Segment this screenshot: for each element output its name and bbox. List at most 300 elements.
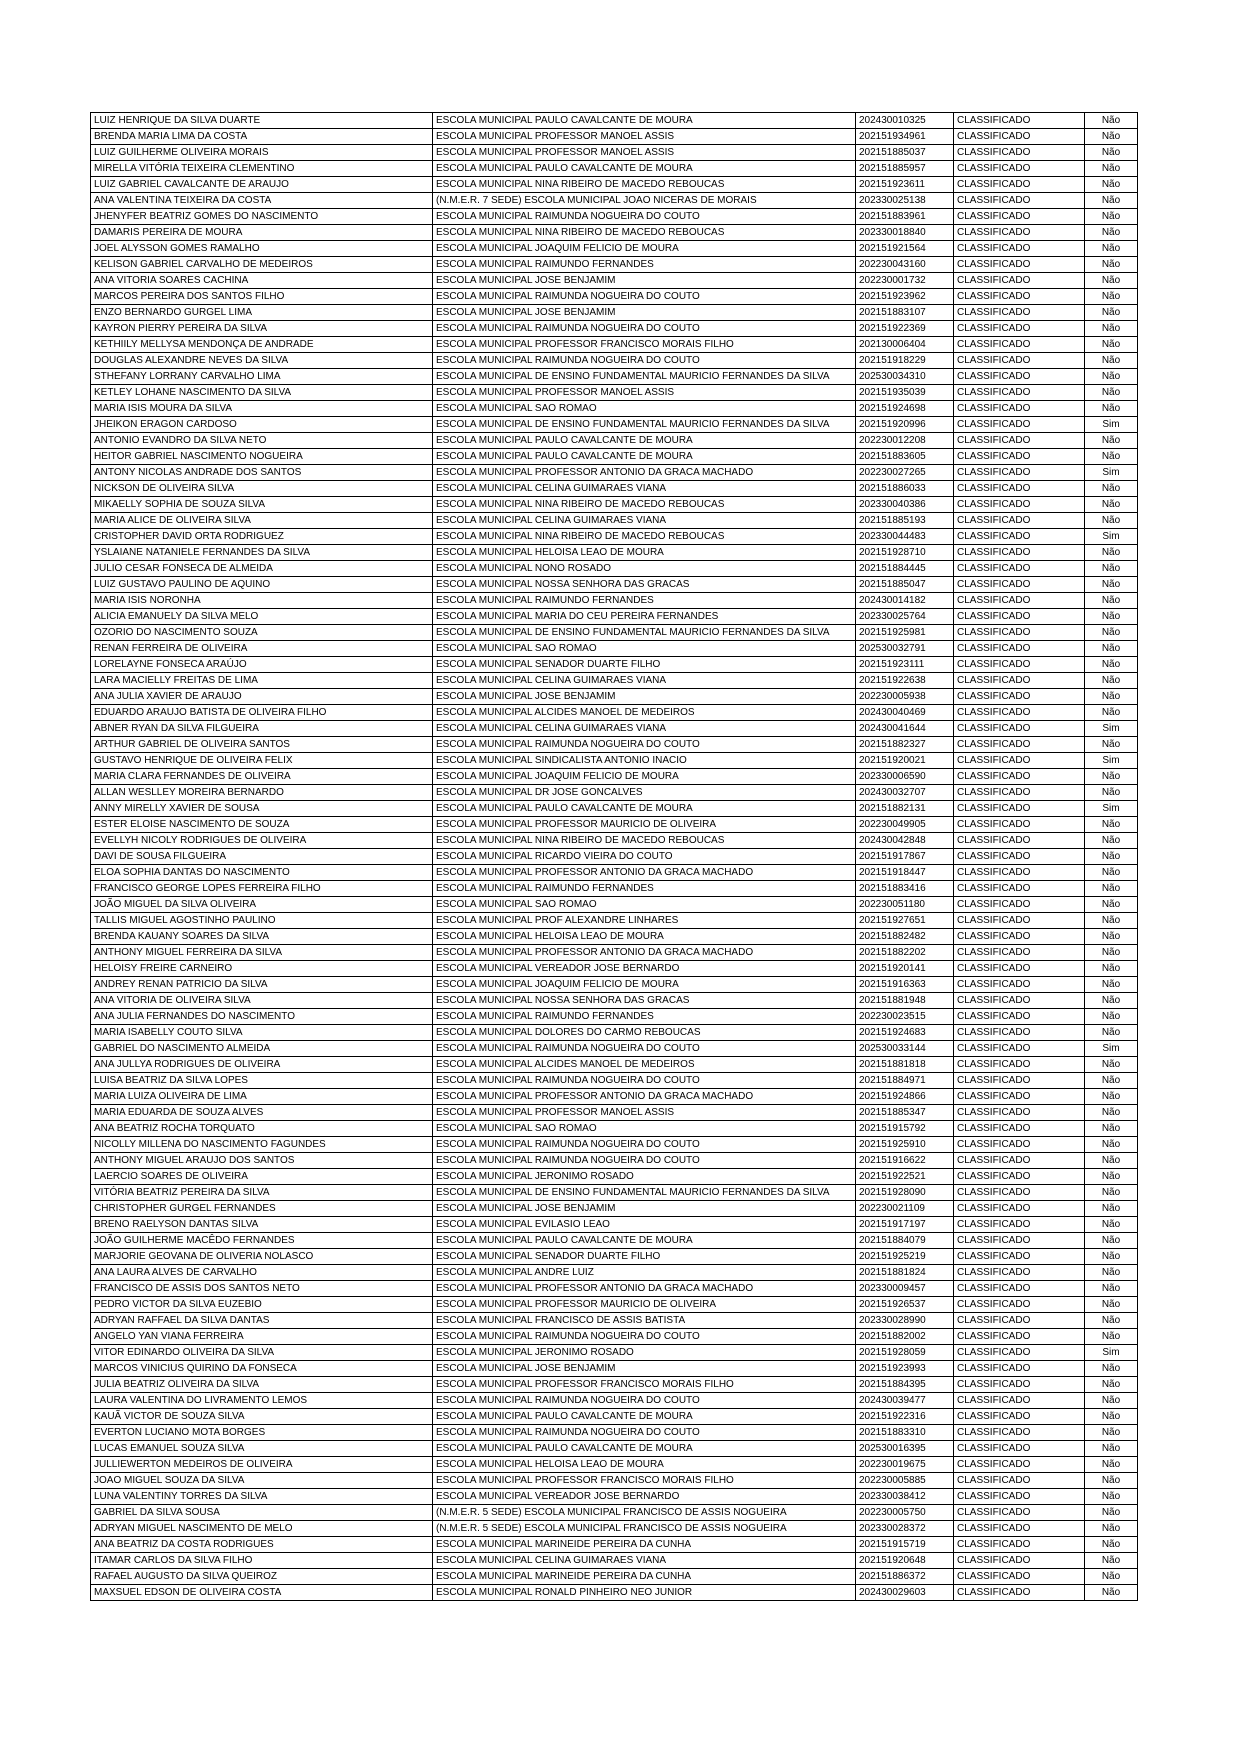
flag-cell: Não [1085,1441,1138,1457]
school-cell: ESCOLA MUNICIPAL PROFESSOR MANOEL ASSIS [433,385,856,401]
table-row [91,289,1138,305]
enrollment-id-cell: 202151924683 [856,1025,954,1041]
status-cell: CLASSIFICADO [954,401,1085,417]
school-cell: ESCOLA MUNICIPAL PROFESSOR ANTONIO DA GRACA MACHADO [433,465,856,481]
status-cell: CLASSIFICADO [954,177,1085,193]
student-name-cell: FRANCISCO DE ASSIS DOS SANTOS NETO [91,1281,433,1297]
flag-cell: Não [1085,881,1138,897]
student-name-cell: ANA BEATRIZ ROCHA TORQUATO [91,1121,433,1137]
school-cell: ESCOLA MUNICIPAL PROFESSOR ANTONIO DA GRACA MACHADO [433,1089,856,1105]
status-cell: CLASSIFICADO [954,1185,1085,1201]
table-row [91,1265,1138,1281]
results-table-body [91,113,1138,1601]
student-name-cell: ANA JULIA FERNANDES DO NASCIMENTO [91,1009,433,1025]
school-cell: ESCOLA MUNICIPAL PROF ALEXANDRE LINHARES [433,913,856,929]
status-cell: CLASSIFICADO [954,913,1085,929]
table-row [91,769,1138,785]
table-row [91,577,1138,593]
table-row [91,1345,1138,1361]
student-name-cell: LAURA VALENTINA DO LIVRAMENTO LEMOS [91,1393,433,1409]
status-cell: CLASSIFICADO [954,929,1085,945]
table-row [91,1105,1138,1121]
enrollment-id-cell: 202151885957 [856,161,954,177]
enrollment-id-cell: 202430032707 [856,785,954,801]
flag-cell: Não [1085,369,1138,385]
enrollment-id-cell: 202430010325 [856,113,954,129]
school-cell: ESCOLA MUNICIPAL CELINA GUIMARAES VIANA [433,1553,856,1569]
flag-cell: Não [1085,113,1138,129]
enrollment-id-cell: 202151925910 [856,1137,954,1153]
table-row [91,401,1138,417]
table-row [91,1457,1138,1473]
flag-cell: Não [1085,1361,1138,1377]
enrollment-id-cell: 202330038412 [856,1489,954,1505]
enrollment-id-cell: 202151935039 [856,385,954,401]
enrollment-id-cell: 202530016395 [856,1441,954,1457]
enrollment-id-cell: 202151886033 [856,481,954,497]
school-cell: ESCOLA MUNICIPAL JOAQUIM FELICIO DE MOURA [433,241,856,257]
student-name-cell: ANTONY NICOLAS ANDRADE DOS SANTOS [91,465,433,481]
student-name-cell: ANA JULIA XAVIER DE ARAUJO [91,689,433,705]
table-row [91,1409,1138,1425]
table-row [91,545,1138,561]
enrollment-id-cell: 202230005885 [856,1473,954,1489]
status-cell: CLASSIFICADO [954,1201,1085,1217]
flag-cell: Não [1085,945,1138,961]
status-cell: CLASSIFICADO [954,1025,1085,1041]
flag-cell: Não [1085,577,1138,593]
student-name-cell: KETLEY LOHANE NASCIMENTO DA SILVA [91,385,433,401]
flag-cell: Não [1085,689,1138,705]
flag-cell: Não [1085,1393,1138,1409]
status-cell: CLASSIFICADO [954,977,1085,993]
table-row [91,609,1138,625]
flag-cell: Não [1085,1521,1138,1537]
table-row [91,1585,1138,1601]
table-row [91,385,1138,401]
student-name-cell: LUIZ GUSTAVO PAULINO DE AQUINO [91,577,433,593]
school-cell: ESCOLA MUNICIPAL SAO ROMAO [433,897,856,913]
enrollment-id-cell: 202330028372 [856,1521,954,1537]
flag-cell: Não [1085,609,1138,625]
enrollment-id-cell: 202151922521 [856,1169,954,1185]
flag-cell: Não [1085,1121,1138,1137]
enrollment-id-cell: 202151920021 [856,753,954,769]
enrollment-id-cell: 202151921564 [856,241,954,257]
flag-cell: Não [1085,1217,1138,1233]
table-row [91,1505,1138,1521]
school-cell: ESCOLA MUNICIPAL JOAQUIM FELICIO DE MOURA [433,977,856,993]
table-row [91,1137,1138,1153]
enrollment-id-cell: 202151922638 [856,673,954,689]
student-name-cell: ANA VITORIA SOARES CACHINA [91,273,433,289]
school-cell: ESCOLA MUNICIPAL RAIMUNDA NOGUEIRA DO COUTO [433,1073,856,1089]
enrollment-id-cell: 202430040469 [856,705,954,721]
school-cell: ESCOLA MUNICIPAL JERONIMO ROSADO [433,1345,856,1361]
student-name-cell: MARJORIE GEOVANA DE OLIVERIA NOLASCO [91,1249,433,1265]
school-cell: ESCOLA MUNICIPAL JOSE BENJAMIM [433,305,856,321]
flag-cell: Não [1085,545,1138,561]
table-row [91,561,1138,577]
flag-cell: Não [1085,913,1138,929]
flag-cell: Não [1085,1153,1138,1169]
flag-cell: Sim [1085,801,1138,817]
flag-cell: Não [1085,1073,1138,1089]
flag-cell: Não [1085,561,1138,577]
enrollment-id-cell: 202151922316 [856,1409,954,1425]
table-row [91,1121,1138,1137]
student-name-cell: VITOR EDINARDO OLIVEIRA DA SILVA [91,1345,433,1361]
flag-cell: Não [1085,769,1138,785]
school-cell: ESCOLA MUNICIPAL RAIMUNDO FERNANDES [433,1009,856,1025]
flag-cell: Não [1085,705,1138,721]
flag-cell: Sim [1085,1041,1138,1057]
enrollment-id-cell: 202330009457 [856,1281,954,1297]
enrollment-id-cell: 202230043160 [856,257,954,273]
student-name-cell: PEDRO VICTOR DA SILVA EUZEBIO [91,1297,433,1313]
status-cell: CLASSIFICADO [954,961,1085,977]
flag-cell: Não [1085,1185,1138,1201]
school-cell: ESCOLA MUNICIPAL RAIMUNDA NOGUEIRA DO COUTO [433,353,856,369]
enrollment-id-cell: 202430042848 [856,833,954,849]
table-row [91,529,1138,545]
school-cell: ESCOLA MUNICIPAL CELINA GUIMARAES VIANA [433,513,856,529]
enrollment-id-cell: 202151883605 [856,449,954,465]
status-cell: CLASSIFICADO [954,1073,1085,1089]
enrollment-id-cell: 202151882202 [856,945,954,961]
table-row [91,1233,1138,1249]
status-cell: CLASSIFICADO [954,1377,1085,1393]
status-cell: CLASSIFICADO [954,257,1085,273]
school-cell: ESCOLA MUNICIPAL SAO ROMAO [433,641,856,657]
enrollment-id-cell: 202151884079 [856,1233,954,1249]
table-row [91,225,1138,241]
flag-cell: Não [1085,1057,1138,1073]
flag-cell: Não [1085,1425,1138,1441]
enrollment-id-cell: 202151916622 [856,1153,954,1169]
status-cell: CLASSIFICADO [954,561,1085,577]
school-cell: (N.M.E.R. 5 SEDE) ESCOLA MUNICIPAL FRANCISCO DE ASSIS NOGUEIRA [433,1521,856,1537]
table-row [91,801,1138,817]
status-cell: CLASSIFICADO [954,353,1085,369]
status-cell: CLASSIFICADO [954,753,1085,769]
school-cell: ESCOLA MUNICIPAL NINA RIBEIRO DE MACEDO REBOUCAS [433,225,856,241]
status-cell: CLASSIFICADO [954,513,1085,529]
school-cell: ESCOLA MUNICIPAL EVILASIO LEAO [433,1217,856,1233]
flag-cell: Não [1085,1585,1138,1601]
student-name-cell: ANA VALENTINA TEIXEIRA DA COSTA [91,193,433,209]
student-name-cell: RENAN FERREIRA DE OLIVEIRA [91,641,433,657]
status-cell: CLASSIFICADO [954,193,1085,209]
enrollment-id-cell: 202151883107 [856,305,954,321]
flag-cell: Não [1085,161,1138,177]
student-name-cell: ANA BEATRIZ DA COSTA RODRIGUES [91,1537,433,1553]
enrollment-id-cell: 202151884971 [856,1073,954,1089]
status-cell: CLASSIFICADO [954,1009,1085,1025]
school-cell: ESCOLA MUNICIPAL RAIMUNDO FERNANDES [433,257,856,273]
status-cell: CLASSIFICADO [954,545,1085,561]
enrollment-id-cell: 202530033144 [856,1041,954,1057]
enrollment-id-cell: 202151917867 [856,849,954,865]
school-cell: ESCOLA MUNICIPAL NONO ROSADO [433,561,856,577]
student-name-cell: FRANCISCO GEORGE LOPES FERREIRA FILHO [91,881,433,897]
flag-cell: Não [1085,1281,1138,1297]
flag-cell: Não [1085,1329,1138,1345]
flag-cell: Não [1085,1201,1138,1217]
student-name-cell: KAYRON PIERRY PEREIRA DA SILVA [91,321,433,337]
enrollment-id-cell: 202151885193 [856,513,954,529]
status-cell: CLASSIFICADO [954,641,1085,657]
enrollment-id-cell: 202230021109 [856,1201,954,1217]
enrollment-id-cell: 202151920996 [856,417,954,433]
flag-cell: Não [1085,929,1138,945]
table-row [91,1441,1138,1457]
school-cell: ESCOLA MUNICIPAL RAIMUNDA NOGUEIRA DO COUTO [433,1329,856,1345]
enrollment-id-cell: 202151927651 [856,913,954,929]
flag-cell: Não [1085,1105,1138,1121]
school-cell: (N.M.E.R. 5 SEDE) ESCOLA MUNICIPAL FRANCISCO DE ASSIS NOGUEIRA [433,1505,856,1521]
flag-cell: Não [1085,257,1138,273]
school-cell: ESCOLA MUNICIPAL DR JOSE GONCALVES [433,785,856,801]
enrollment-id-cell: 202151883961 [856,209,954,225]
flag-cell: Não [1085,1457,1138,1473]
school-cell: ESCOLA MUNICIPAL PAULO CAVALCANTE DE MOURA [433,1441,856,1457]
enrollment-id-cell: 202151923962 [856,289,954,305]
status-cell: CLASSIFICADO [954,785,1085,801]
status-cell: CLASSIFICADO [954,1121,1085,1137]
table-row [91,1553,1138,1569]
table-row [91,177,1138,193]
flag-cell: Não [1085,849,1138,865]
enrollment-id-cell: 202230005938 [856,689,954,705]
flag-cell: Não [1085,289,1138,305]
table-row [91,689,1138,705]
student-name-cell: MIKAELLY SOPHIA DE SOUZA SILVA [91,497,433,513]
status-cell: CLASSIFICADO [954,1281,1085,1297]
table-row [91,1201,1138,1217]
flag-cell: Não [1085,145,1138,161]
school-cell: ESCOLA MUNICIPAL RAIMUNDA NOGUEIRA DO COUTO [433,1393,856,1409]
table-row [91,1009,1138,1025]
enrollment-id-cell: 202330044483 [856,529,954,545]
school-cell: ESCOLA MUNICIPAL FRANCISCO DE ASSIS BATISTA [433,1313,856,1329]
enrollment-id-cell: 202430029603 [856,1585,954,1601]
table-row [91,1297,1138,1313]
school-cell: ESCOLA MUNICIPAL DOLORES DO CARMO REBOUCAS [433,1025,856,1041]
table-row [91,977,1138,993]
student-name-cell: HELOISY FREIRE CARNEIRO [91,961,433,977]
school-cell: ESCOLA MUNICIPAL NINA RIBEIRO DE MACEDO REBOUCAS [433,497,856,513]
status-cell: CLASSIFICADO [954,1489,1085,1505]
status-cell: CLASSIFICADO [954,1569,1085,1585]
student-name-cell: RAFAEL AUGUSTO DA SILVA QUEIROZ [91,1569,433,1585]
enrollment-id-cell: 202230019675 [856,1457,954,1473]
table-row [91,705,1138,721]
table-row [91,321,1138,337]
flag-cell: Não [1085,337,1138,353]
table-row [91,833,1138,849]
status-cell: CLASSIFICADO [954,817,1085,833]
student-name-cell: LUIZ GUILHERME OLIVEIRA MORAIS [91,145,433,161]
enrollment-id-cell: 202330018840 [856,225,954,241]
school-cell: ESCOLA MUNICIPAL MARIA DO CEU PEREIRA FERNANDES [433,609,856,625]
student-name-cell: ALLAN WESLLEY MOREIRA BERNARDO [91,785,433,801]
student-name-cell: MARCOS VINICIUS QUIRINO DA FONSECA [91,1361,433,1377]
enrollment-id-cell: 202330006590 [856,769,954,785]
school-cell: ESCOLA MUNICIPAL PAULO CAVALCANTE DE MOURA [433,1233,856,1249]
student-name-cell: ITAMAR CARLOS DA SILVA FILHO [91,1553,433,1569]
school-cell: ESCOLA MUNICIPAL PAULO CAVALCANTE DE MOURA [433,161,856,177]
school-cell: ESCOLA MUNICIPAL CELINA GUIMARAES VIANA [433,673,856,689]
school-cell: ESCOLA MUNICIPAL PROFESSOR MANOEL ASSIS [433,129,856,145]
enrollment-id-cell: 202151920141 [856,961,954,977]
flag-cell: Não [1085,1537,1138,1553]
enrollment-id-cell: 202151925219 [856,1249,954,1265]
school-cell: ESCOLA MUNICIPAL JOSE BENJAMIM [433,1201,856,1217]
status-cell: CLASSIFICADO [954,145,1085,161]
student-name-cell: CHRISTOPHER GURGEL FERNANDES [91,1201,433,1217]
flag-cell: Não [1085,497,1138,513]
school-cell: ESCOLA MUNICIPAL JOAQUIM FELICIO DE MOURA [433,769,856,785]
flag-cell: Não [1085,1249,1138,1265]
school-cell: ESCOLA MUNICIPAL PROFESSOR FRANCISCO MORAIS FILHO [433,337,856,353]
status-cell: CLASSIFICADO [954,129,1085,145]
status-cell: CLASSIFICADO [954,673,1085,689]
student-name-cell: MARIA EDUARDA DE SOUZA ALVES [91,1105,433,1121]
school-cell: ESCOLA MUNICIPAL RAIMUNDA NOGUEIRA DO COUTO [433,321,856,337]
school-cell: ESCOLA MUNICIPAL PROFESSOR MAURICIO DE OLIVEIRA [433,817,856,833]
flag-cell: Não [1085,977,1138,993]
table-row [91,1073,1138,1089]
flag-cell: Não [1085,833,1138,849]
table-row [91,1217,1138,1233]
enrollment-id-cell: 202151928090 [856,1185,954,1201]
status-cell: CLASSIFICADO [954,657,1085,673]
student-name-cell: MARIA CLARA FERNANDES DE OLIVEIRA [91,769,433,785]
student-name-cell: BRENO RAELYSON DANTAS SILVA [91,1217,433,1233]
table-row [91,593,1138,609]
enrollment-id-cell: 202151884395 [856,1377,954,1393]
school-cell: ESCOLA MUNICIPAL RAIMUNDA NOGUEIRA DO COUTO [433,1153,856,1169]
table-row [91,1377,1138,1393]
school-cell: (N.M.E.R. 7 SEDE) ESCOLA MUNICIPAL JOAO NICERAS DE MORAIS [433,193,856,209]
student-name-cell: ENZO BERNARDO GURGEL LIMA [91,305,433,321]
school-cell: ESCOLA MUNICIPAL NOSSA SENHORA DAS GRACAS [433,993,856,1009]
school-cell: ESCOLA MUNICIPAL SAO ROMAO [433,1121,856,1137]
status-cell: CLASSIFICADO [954,241,1085,257]
table-row [91,673,1138,689]
student-name-cell: NICKSON DE OLIVEIRA SILVA [91,481,433,497]
table-row [91,945,1138,961]
enrollment-id-cell: 202151918229 [856,353,954,369]
table-row [91,257,1138,273]
school-cell: ESCOLA MUNICIPAL JOSE BENJAMIM [433,1361,856,1377]
status-cell: CLASSIFICADO [954,289,1085,305]
flag-cell: Não [1085,1505,1138,1521]
status-cell: CLASSIFICADO [954,321,1085,337]
table-row [91,497,1138,513]
flag-cell: Não [1085,1089,1138,1105]
enrollment-id-cell: 202430014182 [856,593,954,609]
table-row [91,241,1138,257]
status-cell: CLASSIFICADO [954,1553,1085,1569]
flag-cell: Não [1085,449,1138,465]
status-cell: CLASSIFICADO [954,433,1085,449]
status-cell: CLASSIFICADO [954,1265,1085,1281]
status-cell: CLASSIFICADO [954,849,1085,865]
enrollment-id-cell: 202530032791 [856,641,954,657]
table-row [91,1281,1138,1297]
flag-cell: Não [1085,993,1138,1009]
student-name-cell: STHEFANY LORRANY CARVALHO LIMA [91,369,433,385]
school-cell: ESCOLA MUNICIPAL NINA RIBEIRO DE MACEDO REBOUCAS [433,833,856,849]
enrollment-id-cell: 202151885347 [856,1105,954,1121]
student-name-cell: ANTONIO EVANDRO DA SILVA NETO [91,433,433,449]
school-cell: ESCOLA MUNICIPAL PROFESSOR FRANCISCO MORAIS FILHO [433,1377,856,1393]
school-cell: ESCOLA MUNICIPAL SAO ROMAO [433,401,856,417]
table-row [91,657,1138,673]
student-name-cell: LORELAYNE FONSECA ARAÚJO [91,657,433,673]
status-cell: CLASSIFICADO [954,337,1085,353]
table-row [91,145,1138,161]
school-cell: ESCOLA MUNICIPAL HELOISA LEAO DE MOURA [433,545,856,561]
school-cell: ESCOLA MUNICIPAL PAULO CAVALCANTE DE MOURA [433,801,856,817]
table-row [91,1185,1138,1201]
student-name-cell: MARIA ALICE DE OLIVEIRA SILVA [91,513,433,529]
status-cell: CLASSIFICADO [954,801,1085,817]
table-row [91,785,1138,801]
flag-cell: Não [1085,193,1138,209]
status-cell: CLASSIFICADO [954,529,1085,545]
enrollment-id-cell: 202151882002 [856,1329,954,1345]
flag-cell: Não [1085,657,1138,673]
school-cell: ESCOLA MUNICIPAL DE ENSINO FUNDAMENTAL MAURICIO FERNANDES DA SILVA [433,369,856,385]
status-cell: CLASSIFICADO [954,1345,1085,1361]
flag-cell: Não [1085,1489,1138,1505]
student-name-cell: CRISTOPHER DAVID ORTA RODRIGUEZ [91,529,433,545]
status-cell: CLASSIFICADO [954,705,1085,721]
table-row [91,1537,1138,1553]
student-name-cell: VITÓRIA BEATRIZ PEREIRA DA SILVA [91,1185,433,1201]
table-row [91,1057,1138,1073]
enrollment-id-cell: 202151918447 [856,865,954,881]
status-cell: CLASSIFICADO [954,1505,1085,1521]
status-cell: CLASSIFICADO [954,833,1085,849]
flag-cell: Não [1085,673,1138,689]
school-cell: ESCOLA MUNICIPAL RAIMUNDO FERNANDES [433,593,856,609]
school-cell: ESCOLA MUNICIPAL JOSE BENJAMIM [433,689,856,705]
table-row [91,897,1138,913]
table-row [91,161,1138,177]
status-cell: CLASSIFICADO [954,1169,1085,1185]
status-cell: CLASSIFICADO [954,113,1085,129]
status-cell: CLASSIFICADO [954,1409,1085,1425]
table-row [91,929,1138,945]
student-name-cell: ABNER RYAN DA SILVA FILGUEIRA [91,721,433,737]
table-row [91,113,1138,129]
table-row [91,193,1138,209]
student-name-cell: ANTHONY MIGUEL FERREIRA DA SILVA [91,945,433,961]
status-cell: CLASSIFICADO [954,689,1085,705]
flag-cell: Não [1085,1473,1138,1489]
flag-cell: Não [1085,593,1138,609]
school-cell: ESCOLA MUNICIPAL PROFESSOR MAURICIO DE OLIVEIRA [433,1297,856,1313]
student-name-cell: ADRYAN MIGUEL NASCIMENTO DE MELO [91,1521,433,1537]
school-cell: ESCOLA MUNICIPAL MARINEIDE PEREIRA DA CUNHA [433,1537,856,1553]
student-name-cell: ANA VITORIA DE OLIVEIRA SILVA [91,993,433,1009]
table-row [91,625,1138,641]
flag-cell: Não [1085,129,1138,145]
